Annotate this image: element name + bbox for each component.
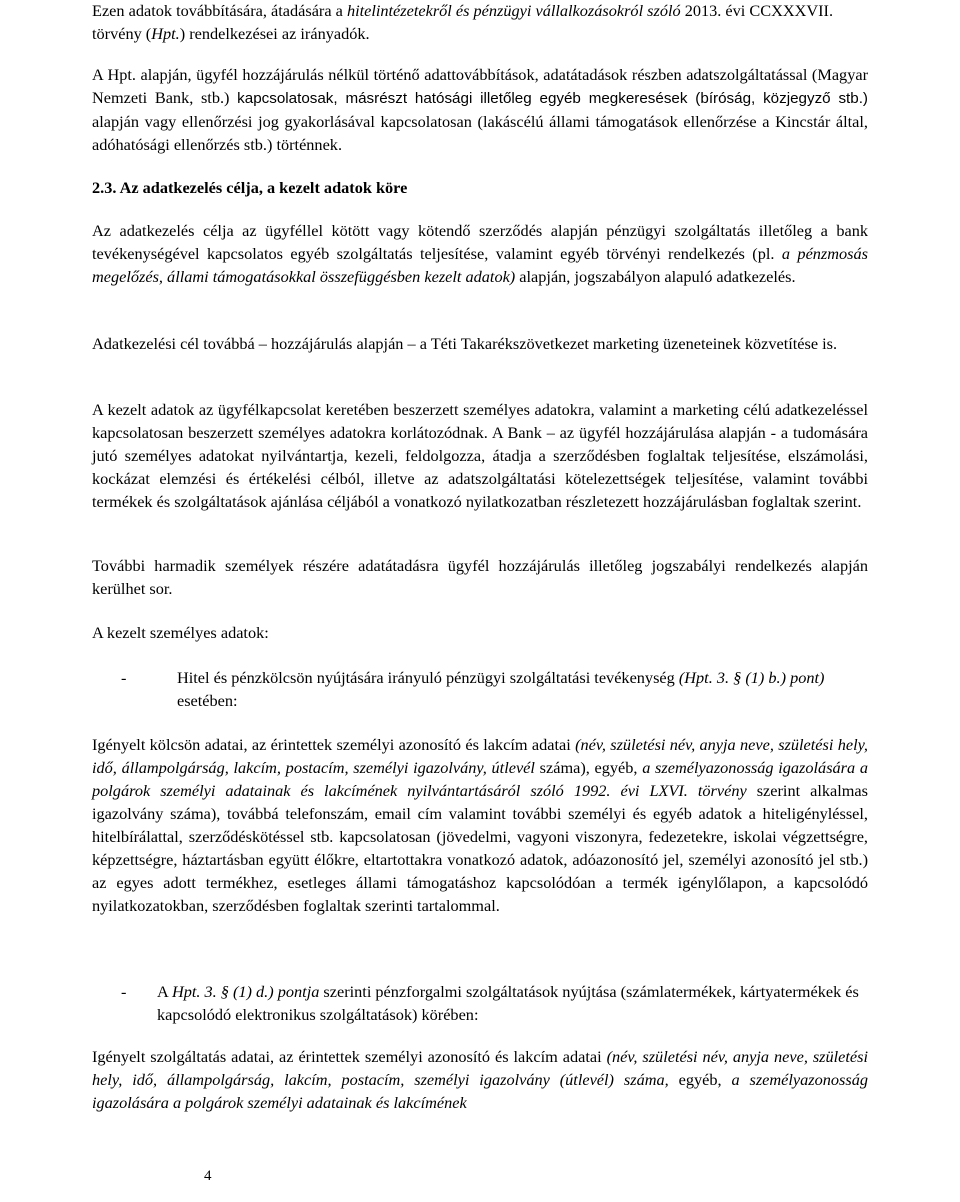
hpt-text-a: A Hpt. alapján, ügyfél hozzájárulás nélkül történő adattovábbítások, adatátadások részben adatszolgáltatással (Magyar Nemzeti Bank, stb.)	[92, 65, 868, 107]
intro-law-title: hitelintézetekről és pénzügyi vállalkozásokról szóló	[346, 1, 681, 20]
section-heading: 2.3. Az adatkezelés célja, a kezelt adatok köre	[92, 178, 408, 197]
purpose-text-a: Az adatkezelés célja az ügyféllel kötött vagy kötendő szerződés alapján pénzügyi szolgáltatás illetőleg a bank tevékenységével kapcsolatos egyéb szolgáltatás teljesítése, valamint egyéb törvényi rendelkezés (pl.	[92, 221, 868, 263]
bullet-payment-ref: Hpt. 3. § (1) d.) pontja	[171, 982, 320, 1001]
payment-data-italic-1: (név, születési név, anyja neve, születési hely, idő, állampolgárság, lakcím, postacím, személyi igazolvány (útlevél) száma,	[92, 1047, 868, 1089]
loan-data-italic-2: a személyazonosság igazolására a polgárok személyi adatainak és lakcímének nyilvántartásáról szóló 1992. évi LXVI. törvény	[92, 758, 869, 800]
purpose-text-italic: a pénzmosás megelőzés, állami támogatásokkal összefüggésben kezelt adatok)	[92, 244, 868, 286]
loan-data-text-b: száma), egyéb,	[534, 758, 643, 777]
hpt-text-c: alapján vagy ellenőrzési jog gyakorlásával kapcsolatosan (lakáscélú állami támogatások ellenőrzése a Kincstár által, adóhatósági ellenőrzés stb.) történnek.	[92, 112, 868, 154]
third-party-paragraph: További harmadik személyek részére adatátadásra ügyfél hozzájárulás illetőleg jogszabályi rendelkezés alapján kerülhet sor.	[92, 556, 868, 598]
page-number: 4	[204, 1168, 212, 1184]
payment-data-text-b: egyéb,	[668, 1070, 732, 1089]
intro-text-2: 2013. évi CCXXXVII. törvény (	[92, 1, 834, 43]
purpose-text-b: alapján, jogszabályon alapuló adatkezelés.	[515, 267, 796, 286]
intro-text-1: Ezen adatok továbbítására, átadására a	[92, 1, 347, 20]
purpose-paragraph	[92, 219, 868, 288]
bullet-dash: -	[121, 668, 127, 687]
intro-hpt: Hpt.	[151, 24, 180, 43]
bullet-loan	[121, 666, 868, 712]
bullet-loan-text-b: esetében:	[177, 691, 238, 710]
managed-data-paragraph: A kezelt adatok az ügyfélkapcsolat keretében beszerzett személyes adatokra, valamint a marketing célú adatkezeléssel kapcsolatosan beszerzett személyes adatokra korlátozódnak. A Bank – az ügyfél hozzájárulása alapján - a tudomására jutó személyes adatokat nyilvántartja, kezeli, feldolgozza, átadja a szerződésben foglaltak teljesítése, elszámolási, kockázat elemzési és értékelési célból, illetve az adatszolgáltatási kötelezettségek teljesítése, valamint további termékek és szolgáltatások ajánlása céljából a vonatkozó nyilatkozatban részletezett hozzájárulásban foglaltak szerint.	[92, 400, 868, 511]
bullet-payment-text-a: A	[157, 982, 172, 1001]
bullet-payment	[121, 980, 868, 1026]
loan-data-text-a: Igényelt kölcsön adatai, az érintettek személyi azonosító és lakcím adatai	[92, 735, 576, 754]
intro-text-3: ) rendelkezései az irányadók.	[179, 24, 370, 43]
loan-data-italic-1: (név, születési név, anyja neve, születési hely, idő, állampolgárság, lakcím, postacím, személyi igazolvány, útlevél	[92, 735, 869, 777]
bullet-payment-text	[157, 980, 868, 1026]
personal-data-label: A kezelt személyes adatok:	[92, 623, 269, 642]
bullet-dash: -	[121, 982, 127, 1001]
hpt-paragraph	[92, 63, 868, 156]
hpt-text-b: kapcsolatosak, másrészt hatósági illetőleg egyéb megkeresések (bíróság, közjegyző stb.)	[237, 90, 868, 107]
payment-data-text-a: Igényelt szolgáltatás adatai, az érintettek személyi azonosító és lakcím adatai	[92, 1047, 607, 1066]
bullet-loan-text	[177, 666, 868, 712]
bullet-loan-ref: (Hpt. 3. § (1) b.) pont)	[678, 668, 825, 687]
loan-data-paragraph	[92, 733, 868, 917]
marketing-paragraph: Adatkezelési cél továbbá – hozzájárulás alapján – a Téti Takarékszövetkezet marketing üzeneteinek közvetítése is.	[92, 334, 838, 353]
payment-data-italic-2: a személyazonosság igazolására a polgárok személyi adatainak és lakcímének	[92, 1070, 868, 1112]
intro-paragraph	[92, 0, 868, 45]
loan-data-text-c: szerint alkalmas igazolvány száma), továbbá telefonszám, email cím valamint további személyi és egyéb adatok a hiteligényléssel, hitelbírálattal, szerződéskötéssel stb. kapcsolatosan (jövedelmi, vagyoni viszonyra, fedezetekre, iskolai végzettségre, képzettségre, háztartásban együtt élőkre, eltartottakra vonatkozó adatok, adóazonosító jel, személyi azonosító jel stb.) az egyes adott termékhez, esetleges állami támogatáshoz kapcsolódóan a termék igénylőlapon, a kapcsolódó nyilatkozatokban, szerződésben foglaltak szerinti tartalommal.	[92, 781, 868, 915]
bullet-loan-text-a: Hitel és pénzkölcsön nyújtására irányuló pénzügyi szolgáltatási tevékenység	[177, 668, 679, 687]
payment-data-paragraph	[92, 1045, 868, 1114]
bullet-payment-text-b: szerinti pénzforgalmi szolgáltatások nyújtása (számlatermékek, kártyatermékek és kapcsolódó elektronikus szolgáltatások) körében:	[157, 982, 859, 1024]
